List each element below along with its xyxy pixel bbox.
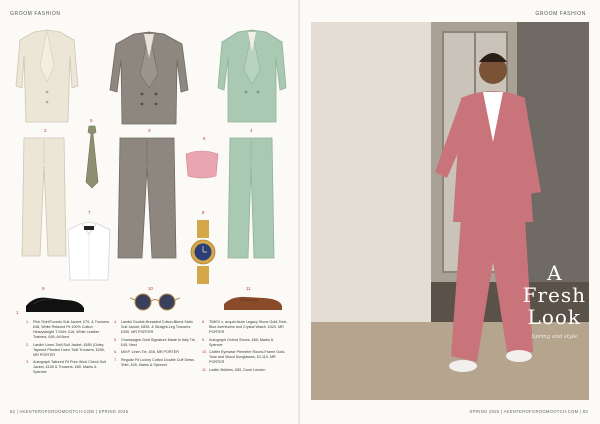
cream-trousers-icon	[20, 136, 68, 258]
white-shirt-icon	[66, 220, 112, 282]
item-number-7: 7	[88, 210, 91, 215]
hero-photo	[311, 22, 589, 400]
item-number-8: 8	[202, 210, 205, 215]
caption-2: 2. Lardini Linen-Twill Suit Jacket, £650 (Oxley Tapered Pleated Linen-Twill Trousers, £250, MR PORTER	[26, 342, 105, 357]
sunglasses-icon	[130, 292, 180, 312]
brown-loafers-icon	[222, 292, 284, 312]
captions-column-3	[202, 320, 288, 375]
headline-line-3: Look	[527, 305, 582, 329]
caption-11: 11. Loafer Brûlées, £89, Dune London	[202, 367, 266, 372]
headline-strap: Spring and style	[531, 334, 578, 340]
item-number-3: 3	[148, 128, 151, 133]
cream-jacket-icon	[12, 26, 82, 126]
caption-4: 4. Lardini Double-Breasted Cotton-Blend Satin Suit Jacket, £835, & Straight-Leg Trousers, £390, MR PORTER	[114, 320, 193, 334]
black-oxford-shoes-icon	[24, 292, 86, 314]
check-trousers-icon	[116, 136, 178, 260]
section-tag-left: GROOM FASHION	[10, 11, 61, 17]
item-number-11: 11	[246, 286, 251, 291]
item-number-4: 4	[250, 128, 253, 133]
item-number-6: 6	[203, 136, 206, 141]
caption-7: 7. Regular Fit Luxury Cotton Double Cuff Dress Shirt, £45, Marks & Spencer	[114, 357, 195, 367]
caption-1: 1. Pink Shirt/Tuxedo Suit Jacket, £79, & Trousers £48, White Relaxed Fit 100% Cotton Heavyweight T-Shirt, £16, White Leather Trainers, £69, All Next	[26, 320, 110, 339]
folio-left: 82 | AKENTEROFGROOMOOTCH.COM | SPRING 2025	[10, 409, 129, 414]
caption-10: 10. Cartier Eyewear Première Round-Frame Gold-Tone and Wood Sunglasses, £2,110, MR PORTER	[202, 350, 286, 365]
section-tag-right: GROOM FASHION	[535, 11, 586, 17]
headline-line-2: Fresh	[522, 283, 586, 307]
pink-tie-icon	[184, 148, 220, 180]
item-number-2: 2	[44, 128, 47, 133]
caption-6: 6. Mill P. Linen Tie, £55, MR PORTER	[114, 350, 179, 355]
check-jacket-icon	[106, 28, 192, 128]
captions-column-1	[26, 320, 110, 378]
folio-right: SPRING 2025 | AKENTEROFGROOMOOTCH.COM | 83	[469, 409, 588, 414]
item-number-9: 9	[42, 286, 45, 291]
item-number-5: 5	[90, 118, 93, 123]
caption-3: 3. Autograph Tailored Fit Pure Wool Check Suit Jacket, £150 & Trousers, £80, Marks & Spencer	[26, 360, 107, 375]
mint-trousers-icon	[226, 136, 276, 260]
item-number-1: 1	[16, 310, 19, 315]
captions-column-2	[114, 320, 198, 370]
olive-tie-icon	[84, 124, 100, 190]
headline-line-1: A	[547, 261, 562, 285]
item-number-10: 10	[148, 286, 154, 291]
model-in-pink-suit-illustration	[311, 22, 589, 400]
caption-5: 5. Champagne Gold Signature Made In Italy Tie, £45, Next	[114, 337, 196, 347]
caption-8: 8. TIMEX x, arquet Ashe Legacy Stone Gold-Tone, Blue Aventurine and Crystal Watch, £320, MR PORTER	[202, 320, 288, 334]
mint-jacket-icon	[214, 26, 290, 126]
gold-watch-icon	[190, 220, 216, 284]
caption-9: 9. Autograph Oxford Shoes, £85, Marks & Spencer	[202, 337, 274, 347]
headline-block	[523, 262, 586, 340]
